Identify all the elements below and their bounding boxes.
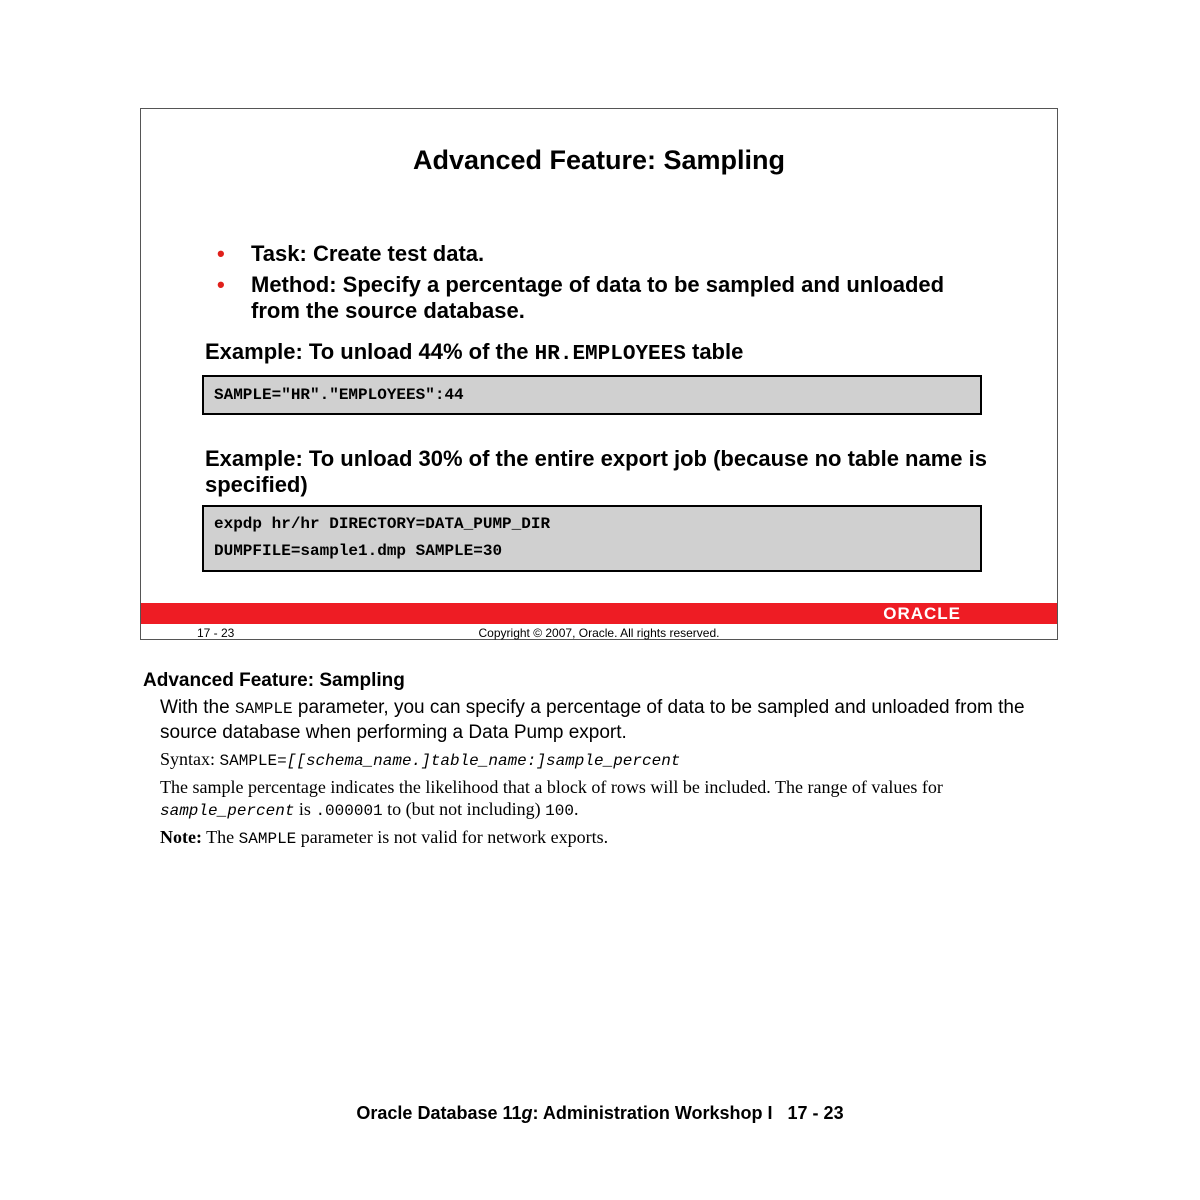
notes-title: Advanced Feature: Sampling [143, 670, 405, 691]
list-item [217, 241, 977, 267]
inline-code: .000001 [315, 802, 383, 820]
example-1-prefix: Example: To unload 44% of the [205, 339, 535, 364]
code-box-2 [202, 505, 982, 572]
footer-italic: g [521, 1103, 533, 1123]
note-label: Note: [160, 827, 202, 847]
bullet-icon: • [217, 241, 225, 266]
text: With the [160, 697, 235, 718]
inline-code-italic: [[schema_name.]table_name:]sample_percent [286, 752, 681, 770]
example-2-label: Example: To unload 30% of the entire export job (because no table name is specified) [205, 446, 987, 497]
notes-paragraph-1 [160, 696, 1060, 744]
bullet-text: Task: Create test data. [251, 241, 485, 266]
page-footer [0, 1103, 1200, 1124]
footer-bar [141, 603, 1057, 624]
copyright: Copyright © 2007, Oracle. All rights reserved. [478, 626, 720, 640]
slide-number: 17 - 23 [197, 626, 235, 640]
slide-title: Advanced Feature: Sampling [412, 145, 786, 175]
notes-body [160, 696, 1060, 854]
bullet-icon: • [217, 272, 225, 297]
inline-code: SAMPLE [234, 700, 293, 718]
footer-text: Oracle Database 11 [356, 1103, 522, 1123]
example-1-code: HR.EMPLOYEES [534, 343, 686, 366]
bullet-list [217, 241, 977, 329]
code-box-1 [202, 375, 982, 415]
text: The [201, 827, 239, 847]
notes-paragraph-2 [160, 776, 1060, 822]
text: parameter is not valid for network exports. [296, 827, 609, 847]
code-line: DUMPFILE=sample1.dmp SAMPLE=30 [214, 542, 503, 560]
bullet-text: Method: Specify a percentage of data to be sampled and unloaded from the source database. [251, 272, 945, 323]
footer-text: : Administration Workshop I 17 - 23 [532, 1103, 844, 1123]
text: The sample percentage indicates the likelihood that a block of rows will be included. The range of values for [160, 777, 943, 797]
inline-code: SAMPLE= [219, 752, 287, 770]
oracle-logo: ORACLE [883, 604, 961, 623]
inline-code-italic: sample_percent [160, 802, 295, 820]
text: to (but not including) [382, 799, 546, 819]
list-item [217, 272, 977, 324]
code-line: SAMPLE="HR"."EMPLOYEES":44 [214, 386, 464, 404]
slide [140, 108, 1058, 640]
syntax-label: Syntax: [160, 749, 220, 769]
inline-code: SAMPLE [238, 830, 297, 848]
text: is [294, 799, 316, 819]
code-line: expdp hr/hr DIRECTORY=DATA_PUMP_DIR [214, 515, 551, 533]
example-1-label [205, 339, 1005, 368]
syntax-line [160, 748, 1060, 772]
text: . [573, 799, 579, 819]
note-line [160, 826, 1060, 850]
example-1-suffix: table [685, 339, 744, 364]
text: parameter, you can specify a percentage of data to be sampled and unloaded from the source database when performing a Data Pump export. [160, 697, 1025, 743]
inline-code: 100 [545, 802, 574, 820]
